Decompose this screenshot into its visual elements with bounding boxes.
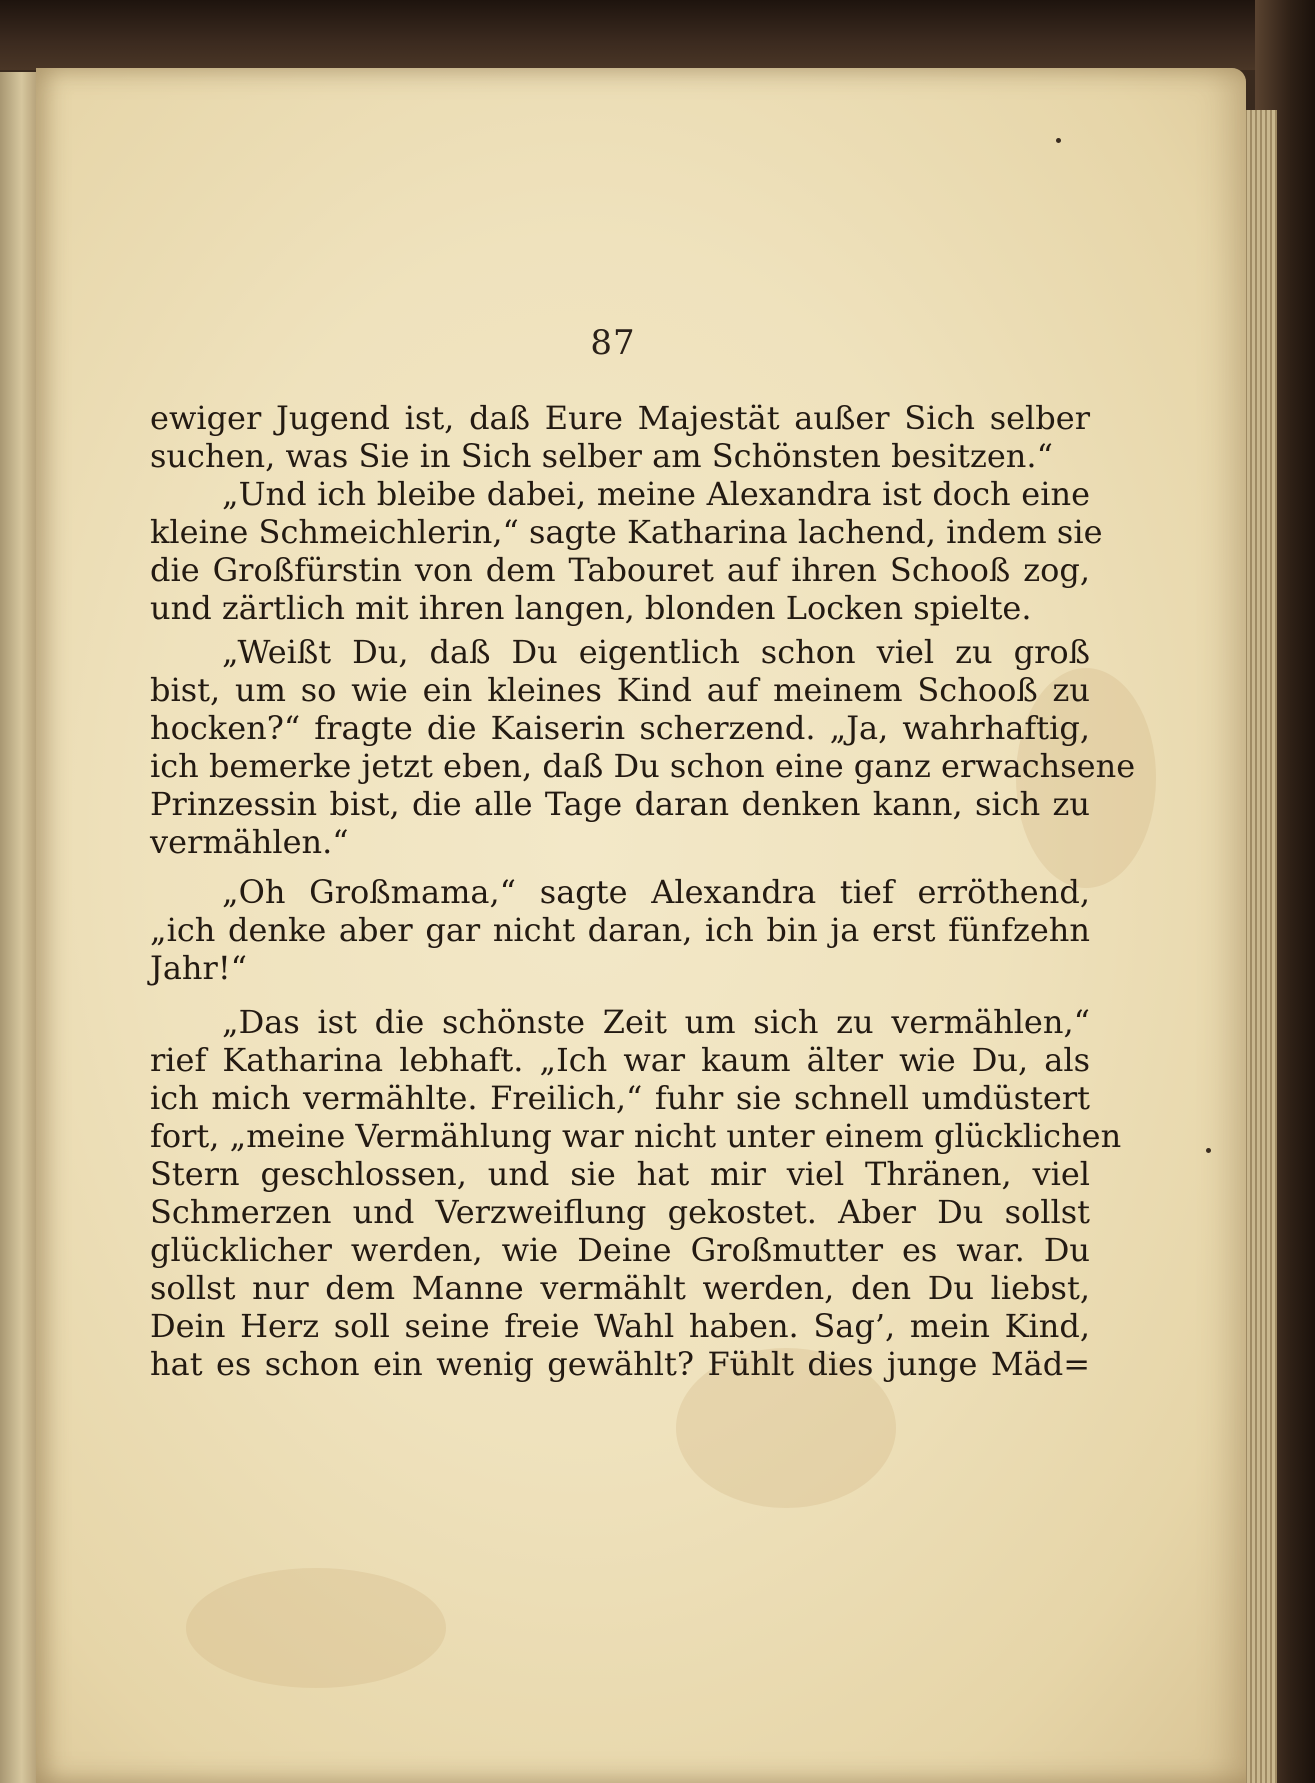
text-line: kleine Schmeichlerin,“ sagte Katharina lachend, indem sie	[150, 513, 1103, 551]
ink-speck	[1056, 138, 1061, 143]
book-page	[36, 68, 1246, 1783]
text-line: „Das ist die schönste Zeit um sich zu vermählen,“	[222, 1003, 1090, 1041]
text-line: ich mich vermählte. Freilich,“ fuhr sie schnell umdüstert	[150, 1079, 1090, 1117]
paper-stain	[186, 1568, 446, 1688]
text-line: Prinzessin bist, die alle Tage daran denken kann, sich zu	[150, 785, 1090, 823]
text-line: und zärtlich mit ihren langen, blonden Locken spielte.	[150, 589, 1032, 627]
text-line: „Weißt Du, daß Du eigentlich schon viel zu groß	[222, 633, 1090, 671]
book-cover-top-edge	[0, 0, 1315, 70]
page-number: 87	[590, 323, 636, 363]
text-line: sollst nur dem Manne vermählt werden, den Du liebst,	[150, 1269, 1090, 1307]
text-line: „Oh Großmama,“ sagte Alexandra tief erröthend,	[222, 873, 1090, 911]
text-line: Schmerzen und Verzweiflung gekostet. Aber Du sollst	[150, 1193, 1090, 1231]
text-line: rief Katharina lebhaft. „Ich war kaum älter wie Du, als	[150, 1041, 1090, 1079]
text-line: Stern geschlossen, und sie hat mir viel Thränen, viel	[150, 1155, 1090, 1193]
text-line: hat es schon ein wenig gewählt? Fühlt dies junge Mäd=	[150, 1345, 1090, 1383]
text-line: Jahr!“	[150, 949, 248, 987]
text-line: glücklicher werden, wie Deine Großmutter es war. Du	[150, 1231, 1090, 1269]
text-line: ewiger Jugend ist, daß Eure Majestät außer Sich selber	[150, 399, 1090, 437]
text-line: vermählen.“	[150, 823, 349, 861]
text-line: „Und ich bleibe dabei, meine Alexandra ist doch eine	[222, 475, 1090, 513]
text-line: fort, „meine Vermählung war nicht unter einem glücklichen	[150, 1117, 1122, 1155]
text-line: Dein Herz soll seine freie Wahl haben. Sag’, mein Kind,	[150, 1307, 1090, 1345]
text-line: „ich denke aber gar nicht daran, ich bin ja erst fünfzehn	[150, 911, 1090, 949]
ink-speck	[1206, 1148, 1211, 1153]
text-line: hocken?“ fragte die Kaiserin scherzend. „Ja, wahrhaftig,	[150, 709, 1090, 747]
text-line: suchen, was Sie in Sich selber am Schönsten besitzen.“	[150, 437, 1053, 475]
text-line: bist, um so wie ein kleines Kind auf meinem Schooß zu	[150, 671, 1090, 709]
text-line: die Großfürstin von dem Tabouret auf ihren Schooß zog,	[150, 551, 1090, 589]
text-line: ich bemerke jetzt eben, daß Du schon eine ganz erwachsene	[150, 747, 1136, 785]
